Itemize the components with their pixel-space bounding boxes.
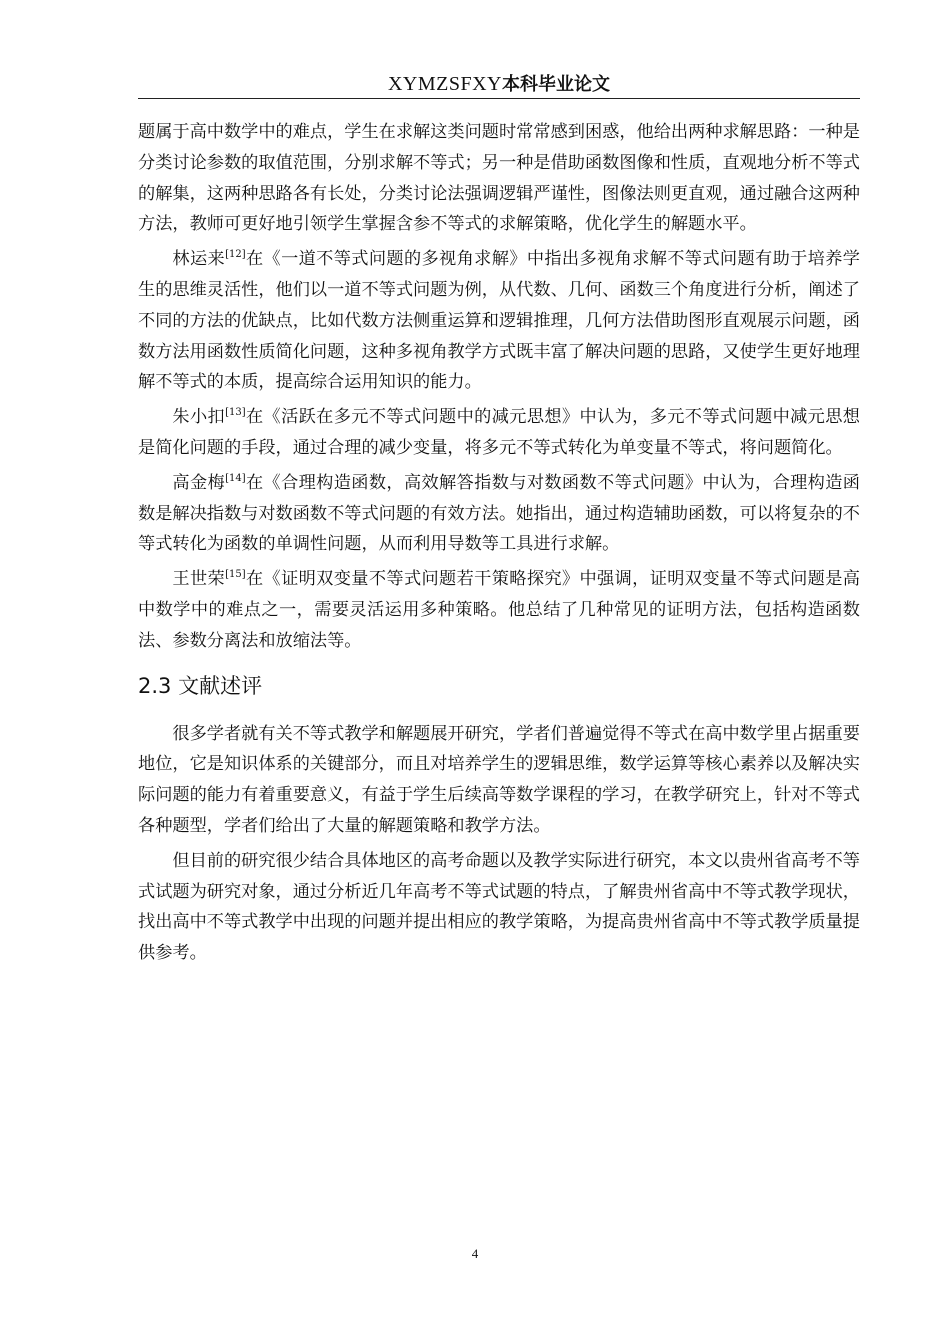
header-title: 本科毕业论文 [502,74,611,95]
cited-author: 高金梅 [172,472,226,493]
header-code: XYMZSFXY [387,73,503,95]
review-paragraph: 但目前的研究很少结合具体地区的高考命题以及教学实际进行研究，本文以贵州省高考不等式试题为研究对象，通过分析近几年高考不等式试题的特点，了解贵州省高中不等式教学现状，找出高中不等式教学中出现的问题并提出相应的教学策略，为提高贵州省高中不等式教学质量提供参考。 [138,850,860,964]
paragraph-text: 题属于高中数学中的难点，学生在求解这类问题时常常感到困惑，他给出两种求解思路：一种是分类讨论参数的取值范围，分别求解不等式；另一种是借助函数图像和性质，直观地分析不等式的解集，这两种思路各有长处，分类讨论法强调逻辑严谨性，图像法则更直观，通过融合这两种方法，教师可更好地引领学生掌握含参不等式的求解策略，优化学生的解题水平。 [138,122,860,235]
cited-author: 王世荣 [172,569,226,590]
paragraph-text: 在《合理构造函数，高效解答指数与对数函数不等式问题》中认为，合理构造函数是解决指数与对数函数不等式问题的有效方法。她指出，通过构造辅助函数，可以将复杂的不等式转化为函数的单调性问题，从而利用导数等工具进行求解。 [138,472,860,555]
section-heading: 2.3 文献述评 [138,673,263,698]
body-paragraph-lin [138,244,860,398]
citation-ref: [13] [225,407,246,419]
citation-ref: [12] [225,249,246,261]
body-paragraph-gao [138,468,860,560]
cited-author: 朱小扣 [172,407,226,428]
body-paragraph-continued [138,117,860,240]
paragraph-text: 在《活跃在多元不等式问题中的减元思想》中认为，多元不等式问题中减元思想是简化问题的手段，通过合理的减少变量，将多元不等式转化为单变量不等式，将问题简化。 [138,407,860,458]
body-paragraph-zhu [138,402,860,464]
body-paragraph-wang [138,564,860,656]
paragraph-text: 在《一道不等式问题的多视角求解》中指出多视角求解不等式问题有助于培养学生的思维灵活性，他们以一道不等式问题为例，从代数、几何、函数三个角度进行分析，阐述了不同的方法的优缺点，比如代数方法侧重运算和逻辑推理，几何方法借助图形直观展示问题，函数方法用函数性质简化问题，这种多视角教学方式既丰富了解决问题的思路，又使学生更好地理解不等式的本质，提高综合运用知识的能力。 [138,249,860,393]
cited-author: 林运来 [172,249,226,270]
paragraph-text: 在《证明双变量不等式问题若干策略探究》中强调，证明双变量不等式问题是高中数学中的难点之一，需要灵活运用多种策略。他总结了几种常见的证明方法，包括构造函数法、参数分离法和放缩法等。 [138,569,860,651]
citation-ref: [15] [225,569,246,581]
page-content [138,117,860,973]
citation-ref: [14] [225,472,246,484]
page-header [138,70,860,99]
review-paragraph: 很多学者就有关不等式教学和解题展开研究，学者们普遍觉得不等式在高中数学里占据重要地位，它是知识体系的关键部分，而且对培养学生的逻辑思维，数学运算等核心素养以及解决实际问题的能力有着重要意义，有益于学生后续高等数学课程的学习，在教学研究上，针对不等式各种题型，学者们给出了大量的解题策略和教学方法。 [138,723,860,836]
page-number: 4 [471,1246,479,1261]
